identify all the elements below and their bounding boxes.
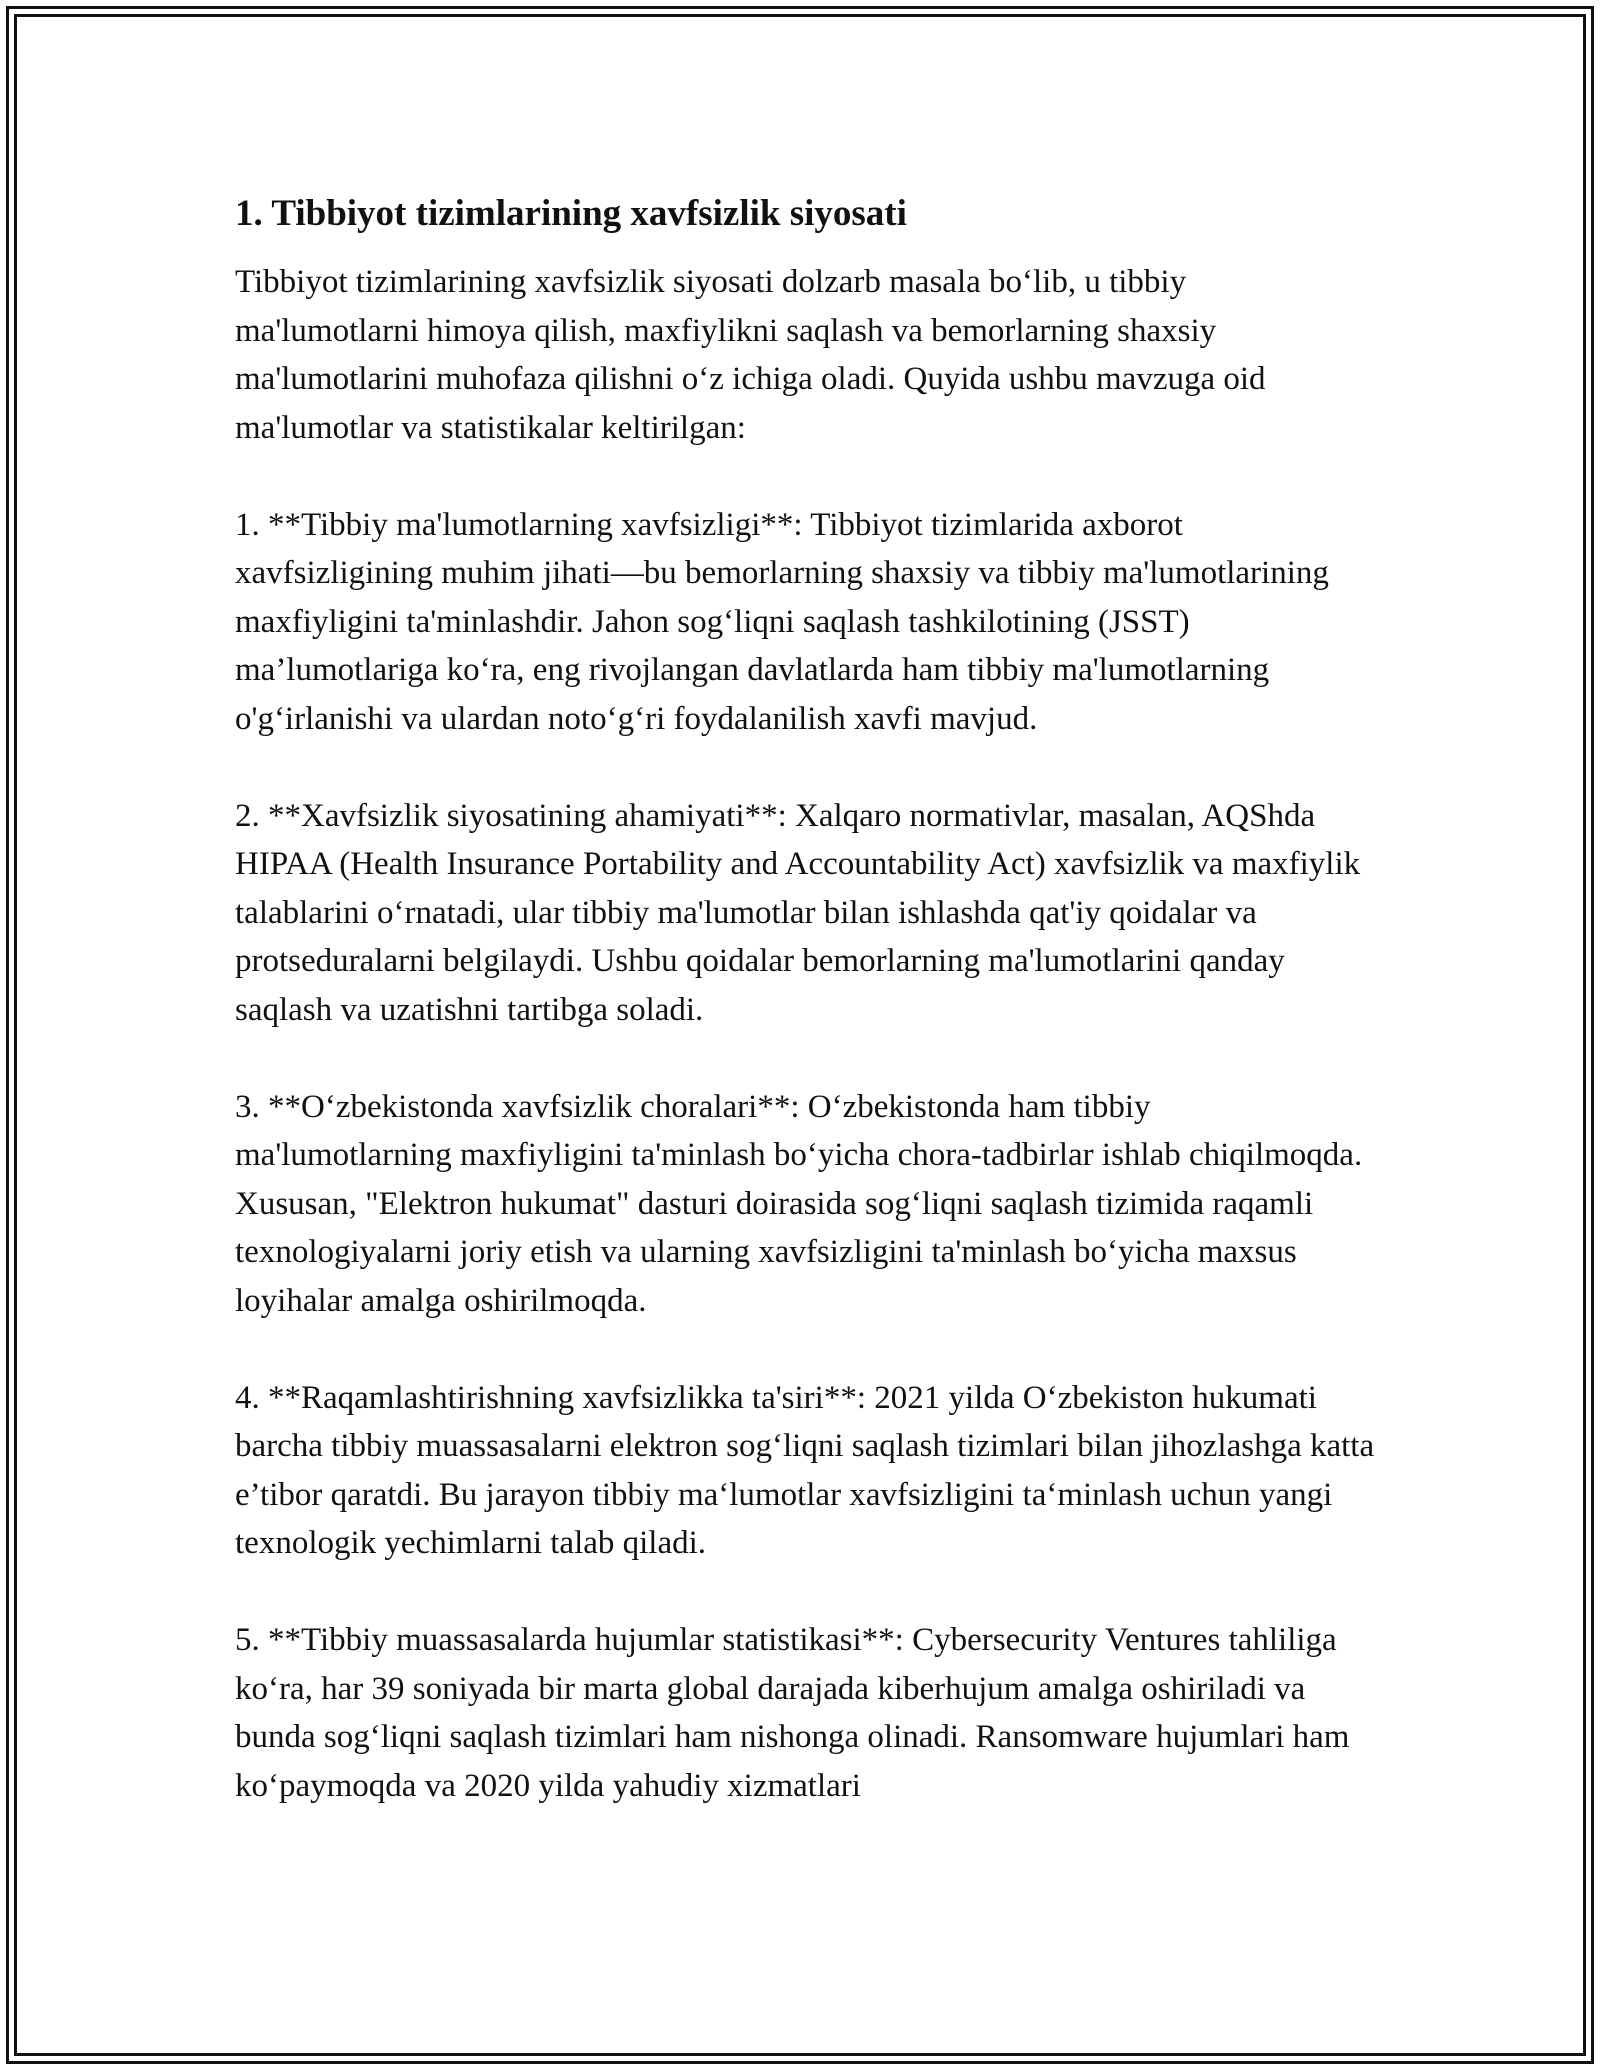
list-item-5: 5. **Tibbiy muassasalarda hujumlar statistikasi**: Cybersecurity Ventures tahliliga ko‘ra, har 39 soniyada bir marta global darajada kiberhujum amalga oshiriladi va bunda sog‘liqni saqlash tizimlari ham nishonga olinadi. Ransomware hujumlari ham ko‘paymoqda va 2020 yilda yahudiy xizmatlari — [235, 1622, 1350, 1804]
list-item-3: 3. **O‘zbekistonda xavfsizlik choralari**: O‘zbekistonda ham tibbiy ma'lumotlarning maxfiyligini ta'minlash bo‘yicha chora-tadbirlar ishlab chiqilmoqda. Xususan, "Elektron hukumat" dasturi doirasida sog‘liqni saqlash tizimida raqamli texnologiyalarni joriy etish va ularning xavfsizligini ta'minlash bo‘yicha maxsus loyihalar amalga oshirilmoqda. — [235, 1088, 1363, 1319]
document-title: 1. Tibbiyot tizimlarining xavfsizlik siyosati — [235, 193, 907, 234]
intro-paragraph: Tibbiyot tizimlarining xavfsizlik siyosati dolzarb masala bo‘lib, u tibbiy ma'lumotlarni himoya qilish, maxfiylikni saqlash va bemorlarning shaxsiy ma'lumotlarini muhofaza qilishni o‘z ichiga oladi. Quyida ushbu mavzuga oid ma'lumotlar va statistikalar keltirilgan: — [235, 264, 1266, 446]
list-item-1: 1. **Tibbiy ma'lumotlarning xavfsizligi**: Tibbiyot tizimlarida axborot xavfsizligining muhim jihati—bu bemorlarning shaxsiy va tibbiy ma'lumotlarining maxfiyligini ta'minlashdir. Jahon sog‘liqni saqlash tashkilotining (JSST) ma’lumotlariga ko‘ra, eng rivojlangan davlatlarda ham tibbiy ma'lumotlarning o'g‘irlanishi va ulardan noto‘g‘ri foydalanilish xavfi mavjud. — [235, 506, 1329, 737]
document-body — [235, 190, 1375, 1810]
list-item-2: 2. **Xavfsizlik siyosatining ahamiyati**: Xalqaro normativlar, masalan, AQShda HIPAA (Health Insurance Portability and Accountability Act) xavfsizlik va maxfiylik talablarini o‘rnatadi, ular tibbiy ma'lumotlar bilan ishlashda qat'iy qoidalar va protseduralarni belgilaydi. Ushbu qoidalar bemorlarning ma'lumotlarini qanday saqlash va uzatishni tartibga soladi. — [235, 797, 1361, 1028]
list-item-4: 4. **Raqamlashtirishning xavfsizlikka ta'siri**: 2021 yilda O‘zbekiston hukumati barcha tibbiy muassasalarni elektron sog‘liqni saqlash tizimlari bilan jihozlashga katta e’tibor qaratdi. Bu jarayon tibbiy ma‘lumotlar xavfsizligini ta‘minlash uchun yangi texnologik yechimlarni talab qiladi. — [235, 1379, 1375, 1561]
